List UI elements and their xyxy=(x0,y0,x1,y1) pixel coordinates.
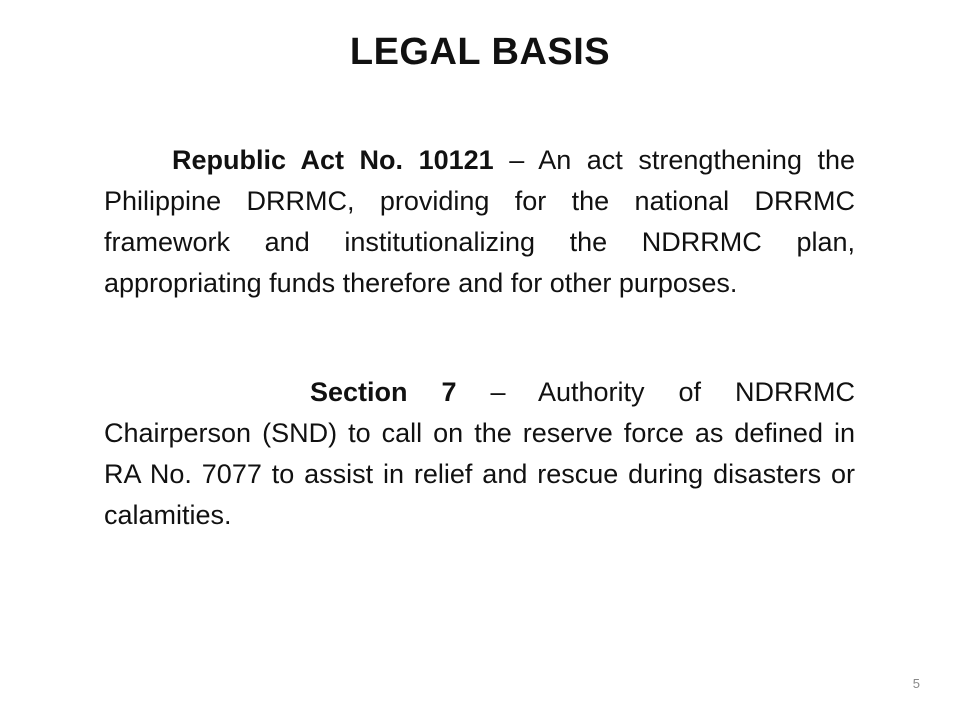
paragraph-lead-section-7: Section 7 xyxy=(310,377,457,407)
paragraph-republic-act xyxy=(104,140,855,304)
slide-body xyxy=(104,140,855,536)
paragraph-text-republic-act: – An act strengthening the Philippine DRRMC, providing for the national DRRMC framework and institutionalizing the NDRRMC plan, appropriating funds therefore and for other purposes. xyxy=(104,145,856,298)
slide-title: LEGAL BASIS xyxy=(349,31,611,73)
paragraph-lead-republic-act: Republic Act No. 10121 xyxy=(172,145,494,175)
paragraph-section-7 xyxy=(104,372,855,536)
paragraph-text-section-7: – Authority of NDRRMC Chairperson (SND) to call on the reserve force as defined in RA No. 7077 to assist in relief and rescue during disasters or calamities. xyxy=(104,377,855,530)
page-number: 5 xyxy=(912,676,920,691)
